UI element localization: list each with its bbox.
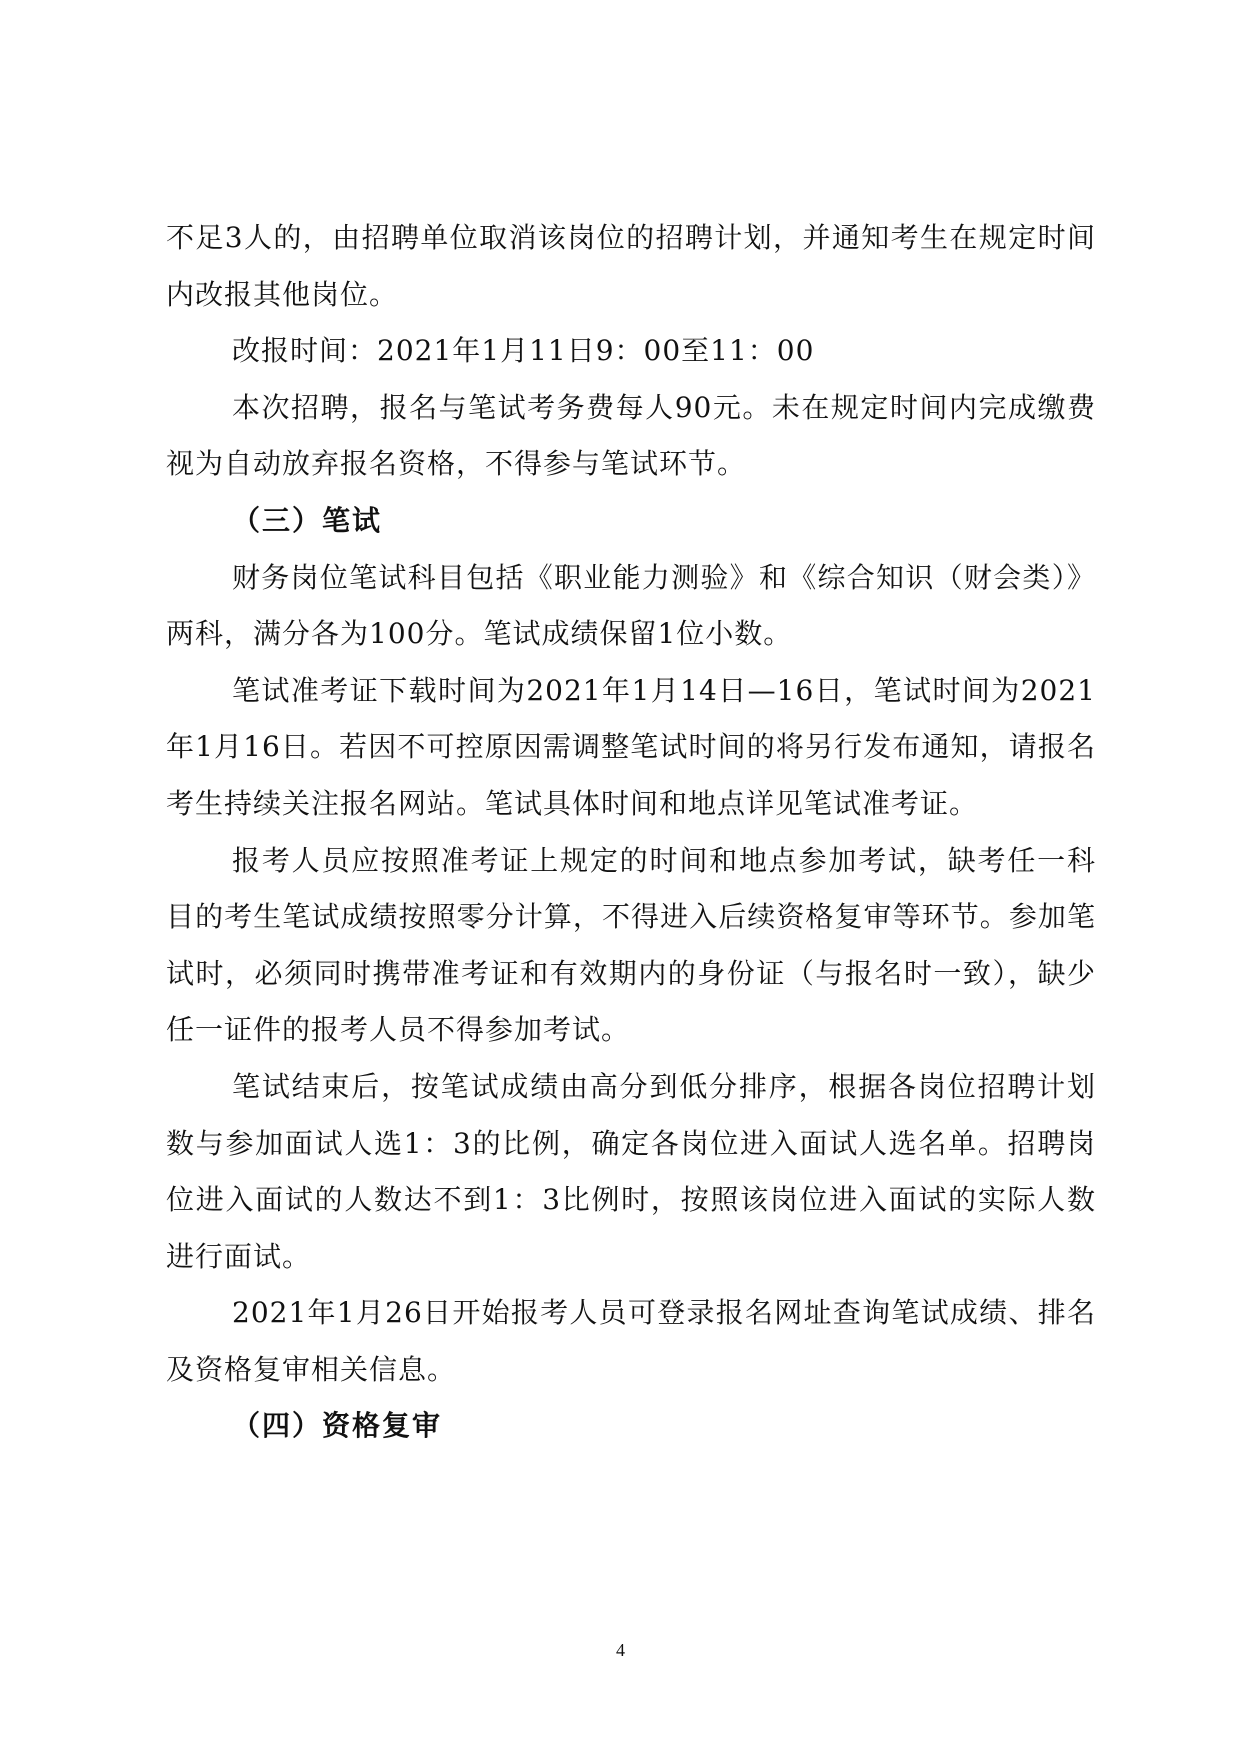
paragraph-continuation: 不足3人的，由招聘单位取消该岗位的招聘计划，并通知考生在规定时间内改报其他岗位。 [166, 221, 1096, 311]
paragraph-change-time: 改报时间：2021年1月11日9：00至11：00 [232, 334, 815, 368]
paragraph-score-query: 2021年1月26日开始报考人员可登录报名网址查询笔试成绩、排名及资格复审相关信息。 [166, 1296, 1096, 1386]
section-heading-written-exam: （三）笔试 [232, 503, 383, 537]
page-number: 4 [616, 1640, 625, 1660]
section-heading-qualification-review: （四）资格复审 [232, 1409, 443, 1443]
paragraph-ranking: 笔试结束后，按笔试成绩由高分到低分排序，根据各岗位招聘计划数与参加面试人选1：3的比例，确定各岗位进入面试人选名单。招聘岗位进入面试的人数达不到1：3比例时，按照该岗位进入面试的实际人数进行面试。 [166, 1069, 1096, 1273]
paragraph-fee: 本次招聘，报名与笔试考务费每人90元。未在规定时间内完成缴费视为自动放弃报名资格，不得参与笔试环节。 [166, 390, 1096, 481]
paragraph-admission-ticket: 笔试准考证下载时间为2021年1月14日—16日，笔试时间为2021年1月16日。若因不可控原因需调整笔试时间的将另行发布通知，请报名考生持续关注报名网站。笔试具体时间和地点详见笔试准考证。 [166, 673, 1096, 820]
paragraph-exam-rules: 报考人员应按照准考证上规定的时间和地点参加考试，缺考任一科目的考生笔试成绩按照零分计算，不得进入后续资格复审等环节。参加笔试时，必须同时携带准考证和有效期内的身份证（与报名时一致），缺少任一证件的报考人员不得参加考试。 [166, 843, 1096, 1047]
body-text [166, 210, 1096, 1455]
paragraph-exam-subjects: 财务岗位笔试科目包括《职业能力测验》和《综合知识（财会类）》两科，满分各为100分。笔试成绩保留1位小数。 [166, 560, 1096, 651]
